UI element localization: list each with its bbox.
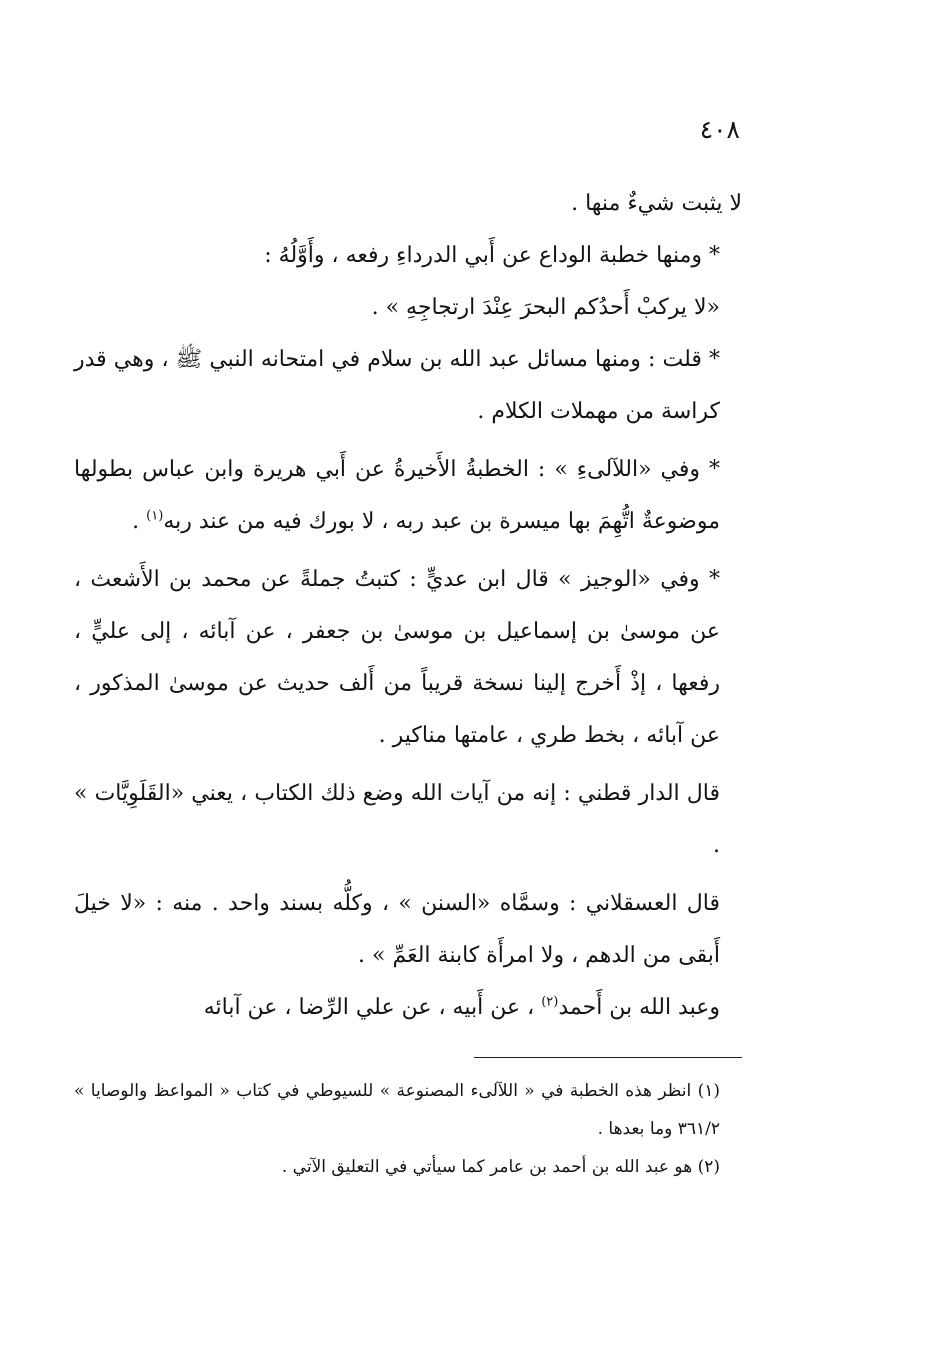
footnote-2: (٢) هو عبد الله بن أحمد بن عامر كما سيأتي في التعليق الآتي .: [281, 1157, 720, 1177]
paragraph-1: لا يثبت شيءٌ منها .: [571, 191, 742, 216]
paragraph-5: [74, 444, 742, 548]
paragraph-5-text: * وفي «اللآلىءِ » : الخطبةُ الأَخيرةُ عن أَبي هريرة وابن عباس بطولها موضوعةٌ اتُّهِمَ بها ميسرة بن عبد ربه ، لا بورك فيه من عند ربه: [74, 457, 720, 534]
paragraph-3: «لا يركبْ أَحدُكم البحرَ عِنْدَ ارتجاجِهِ » .: [371, 295, 720, 320]
footnote-separator: [474, 1057, 742, 1058]
footnote-1: (١) انظر هذه الخطبة في « اللآلىء المصنوعة » للسيوطي في كتاب « المواعظ والوصايا » ٣٦١/٢ وما بعدها .: [74, 1081, 720, 1139]
paragraph-9: [74, 982, 742, 1034]
paragraph-8: قال العسقلاني : وسمَّاه «السنن » ، وكلُّه بسند واحد . منه : «لا خيلَ أَبقى من الدهم ، ولا امرأَة كابنة العَمِّ » .: [74, 891, 720, 968]
paragraph-6: * وفي «الوجيز » قال ابن عديٍّ : كتبتُ جملةً عن محمد بن الأَشعث ، عن موسىٰ بن إسماعيل بن موسىٰ بن جعفر ، عن آبائه ، إلى عليٍّ ، رفعها ، إذْ أَخرج إلينا نسخة قريباً من أَلف حديث عن موسىٰ المذكور ، عن آبائه ، بخط طري ، عامتها مناكير .: [74, 567, 720, 748]
paragraph-7: قال الدار قطني : إنه من آيات الله وضع ذلك الكتاب ، يعني «القَلَوِيَّات » .: [74, 781, 720, 858]
footnote-ref-1: (١): [146, 508, 164, 524]
main-text: [74, 178, 742, 1034]
paragraph-5-period: .: [132, 509, 140, 534]
paragraph-4: * قلت : ومنها مسائل عبد الله بن سلام في امتحانه النبي ﷺ ، وهي قدر كراسة من مهملات الكلام .: [74, 347, 720, 424]
paragraph-2: * ومنها خطبة الوداع عن أَبي الدرداءِ رفعه ، وأَوَّلُهُ :: [264, 243, 720, 268]
paragraph-9-text-start: وعبد الله بن أَحمد: [558, 995, 720, 1020]
footnotes: [74, 1072, 742, 1186]
paragraph-9-text-end: ، عن أَبيه ، عن علي الرِّضا ، عن آبائه: [203, 995, 535, 1020]
footnote-ref-2: (٢): [541, 994, 559, 1010]
page-number: ٤٠٨: [699, 115, 740, 144]
